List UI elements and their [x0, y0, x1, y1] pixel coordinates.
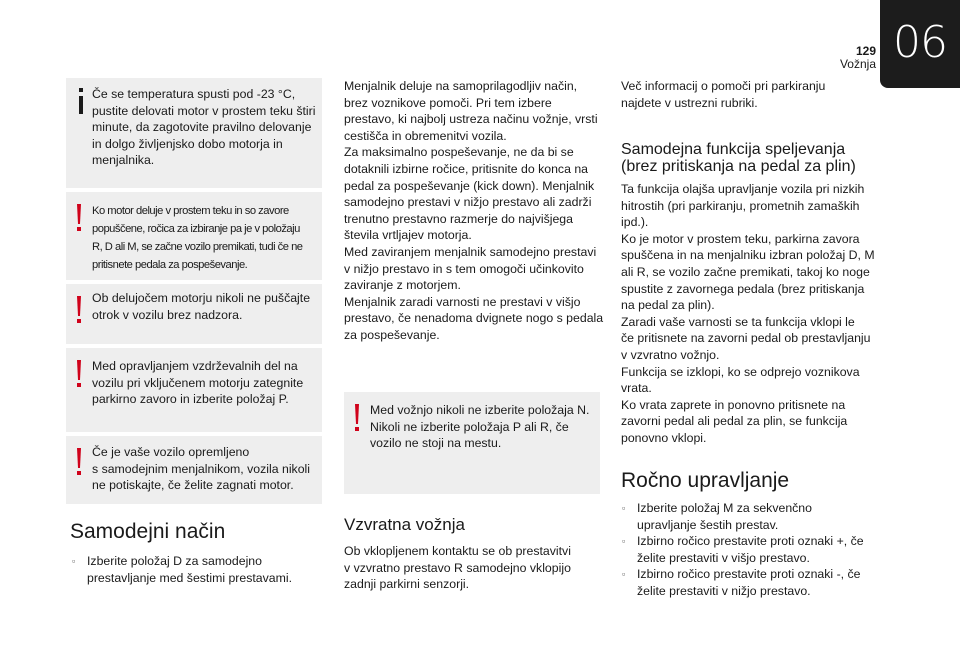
heading-reverse: Vzvratna vožnja	[344, 515, 465, 534]
body-line: spuščena in na menjalniku izbran položaj D, M	[621, 248, 875, 263]
bullet-icon: ▫	[622, 569, 626, 579]
body-automatic-description	[344, 78, 603, 344]
warning-line: vozilo ne stoji na mestu.	[370, 436, 502, 451]
body-line: v vzvratno prestavo R samodejno vklopijo	[344, 560, 571, 575]
subheading-line: Samodejna funkcija speljevanja	[621, 141, 846, 158]
bullet-line: upravljanje šestih prestav.	[637, 517, 779, 532]
warning-line: Med vožnjo nikoli ne izberite položaja N.	[370, 403, 590, 417]
section-title: Vožnja	[839, 57, 876, 71]
warning-icon	[76, 360, 82, 388]
bullet-icon: ▫	[622, 503, 626, 513]
body-line: Ko vrata zaprete in ponovno pritisnete na	[621, 397, 846, 412]
warning-line: vozilu pri vključenem motorju zategnite	[92, 375, 304, 390]
body-line: Funkcija se izklopi, ko se odprejo voznikova	[621, 364, 860, 379]
body-line: Med zaviranjem menjalnik samodejno prestavi	[344, 244, 597, 259]
body-line: Menjalnik deluje na samoprilagodljiv način,	[344, 79, 578, 93]
warning-line: otrok v vozilu brez nadzora.	[92, 307, 243, 322]
page-number: 129	[855, 44, 876, 58]
info-line: pustite delovati motor v prostem teku štiri	[92, 103, 316, 118]
warning-line: R, D ali M, se začne vozilo premikati, tudi če ne	[92, 241, 303, 253]
body-line: v nižjo prestavo in s tem omogoči učinkovito	[344, 261, 584, 276]
body-line: zadnji parkirni senzorji.	[344, 577, 470, 592]
body-line: zavorni pedal ali pedal za plin, se funkcija	[621, 414, 848, 429]
body-reverse	[344, 543, 571, 593]
body-line: ali R, se vozilo začne premikati, takoj ko noge	[621, 264, 870, 279]
body-line: Zaradi vaše varnosti se ta funkcija vklopi le	[621, 314, 855, 329]
body-line: Za maksimalno pospeševanje, ne da bi se	[344, 145, 574, 160]
bullet-line: prestavljanje med šestimi prestavami.	[87, 570, 293, 585]
body-line: zaviranje z motorjem.	[344, 278, 461, 293]
bullet-line: želite prestaviti v nižjo prestavo.	[637, 583, 811, 598]
body-line: vrata.	[621, 381, 652, 396]
warning-line: Nikoli ne izberite položaja P ali R, če	[370, 419, 569, 434]
bullet-icon: ▫	[72, 556, 76, 566]
bullet-line: Izbirno ročico prestavite proti oznaki +, če	[637, 534, 864, 548]
info-line: menjalnika.	[92, 153, 155, 168]
body-line: Več informacij o pomoči pri parkiranju	[621, 79, 826, 93]
body-line: na pedal za plin).	[621, 298, 715, 313]
body-line: ipd.).	[621, 215, 649, 230]
body-line: ponovno vklopi.	[621, 430, 707, 445]
bullet-line: Izbirno ročico prestavite proti oznaki -, če	[637, 567, 861, 581]
warning-icon	[76, 204, 82, 232]
bullet-manual-select	[622, 500, 872, 534]
body-line: števila vrtljajev motorja.	[344, 228, 472, 243]
body-line: pedal za pospeševanje (kick down). Menjalnik	[344, 178, 595, 193]
bullet-shift-up	[622, 533, 872, 567]
warning-icon	[354, 404, 360, 432]
info-line: Če se temperatura spusti pod -23 °C,	[92, 87, 296, 101]
body-line: trenutno prestavno razmerje do najvišjega	[344, 211, 573, 226]
warning-line: Med opravljanjem vzdrževalnih del na	[92, 359, 298, 373]
body-line: hitrostih (pri parkiranju, prometnih zamaških	[621, 198, 860, 213]
warning-box-children	[66, 284, 322, 344]
body-line: cestišča in obremenitvi vozila.	[344, 128, 507, 143]
body-line: Ko je motor v prostem teku, parkirna zavora	[621, 231, 860, 246]
body-line: za pospeševanje.	[344, 327, 440, 342]
info-line: minute, da zagotovite pravilno delovanje	[92, 120, 312, 135]
warning-line: parkirno zavoro in izberite položaj P.	[92, 392, 289, 407]
bullet-shift-down	[622, 566, 872, 600]
body-line: prestavo, če nenadoma dvignete nogo s pedala	[344, 311, 604, 326]
warning-box-idle	[66, 192, 322, 280]
info-icon	[76, 88, 86, 114]
info-box	[66, 78, 322, 188]
warning-box-push	[66, 436, 322, 504]
body-line: Ob vklopljenem kontaktu se ob prestavitvi	[344, 544, 571, 558]
body-line: prestavo, ki najbolj ustreza načinu vožnje, vrsti	[344, 112, 598, 127]
bullet-line: Izberite položaj D za samodejno	[87, 554, 262, 568]
subheading-line: (brez pritiskanja na pedal za plin)	[621, 158, 856, 175]
body-line: Menjalnik zaradi varnosti ne prestavi v višjo	[344, 294, 581, 309]
body-auto-start	[621, 181, 875, 447]
warning-line: ne potiskajte, če želite zagnati motor.	[92, 478, 294, 493]
warning-icon	[76, 296, 82, 324]
warning-box-maintenance	[66, 348, 322, 432]
body-line: najdete v ustrezni rubriki.	[621, 95, 758, 110]
warning-box-gear-selection	[344, 392, 600, 494]
heading-manual-control: Ročno upravljanje	[621, 469, 790, 492]
bullet-icon: ▫	[622, 536, 626, 546]
body-line: brez voznikove pomoči. Pri tem izbere	[344, 95, 552, 110]
body-line: samodejno prestavi v nižjo prestavo ali zadrži	[344, 195, 592, 210]
body-line: Ta funkcija olajša upravljanje vozila pri nizkih	[621, 182, 865, 196]
warning-line: Ob delujočem motorju nikoli ne puščajte	[92, 291, 311, 305]
warning-line: Če je vaše vozilo opremljeno	[92, 445, 250, 459]
warning-line: Ko motor deluje v prostem teku in so zavore	[92, 205, 289, 217]
chapter-tab: 06	[880, 0, 960, 88]
heading-automatic-mode: Samodejni način	[70, 520, 226, 543]
bullet-line: Izberite položaj M za sekvenčno	[637, 501, 812, 515]
info-line: in dolgo življenjsko dobo motorja in	[92, 136, 283, 151]
bullet-automatic	[72, 553, 322, 589]
body-line: v vzvratno vožnjo.	[621, 347, 720, 362]
body-line: če pritisnete na zavorni pedal ob prestavljanju	[621, 331, 871, 346]
warning-icon	[76, 448, 82, 476]
subheading-auto-start	[621, 141, 856, 175]
warning-line: popuščene, ročica za izbiranje pa je v položaju	[92, 223, 300, 235]
warning-line: pritisnete pedala za pospeševanje.	[92, 259, 248, 271]
body-line: dotaknili izbirne ročice, pritisnite do konca na	[344, 161, 589, 176]
intro-parking-info	[621, 78, 825, 111]
warning-line: s samodejnim menjalnikom, vozila nikoli	[92, 461, 311, 476]
bullet-line: želite prestaviti v višjo prestavo.	[637, 550, 810, 565]
body-line: spustite z zavornega pedala (brez pritiskanja	[621, 281, 865, 296]
